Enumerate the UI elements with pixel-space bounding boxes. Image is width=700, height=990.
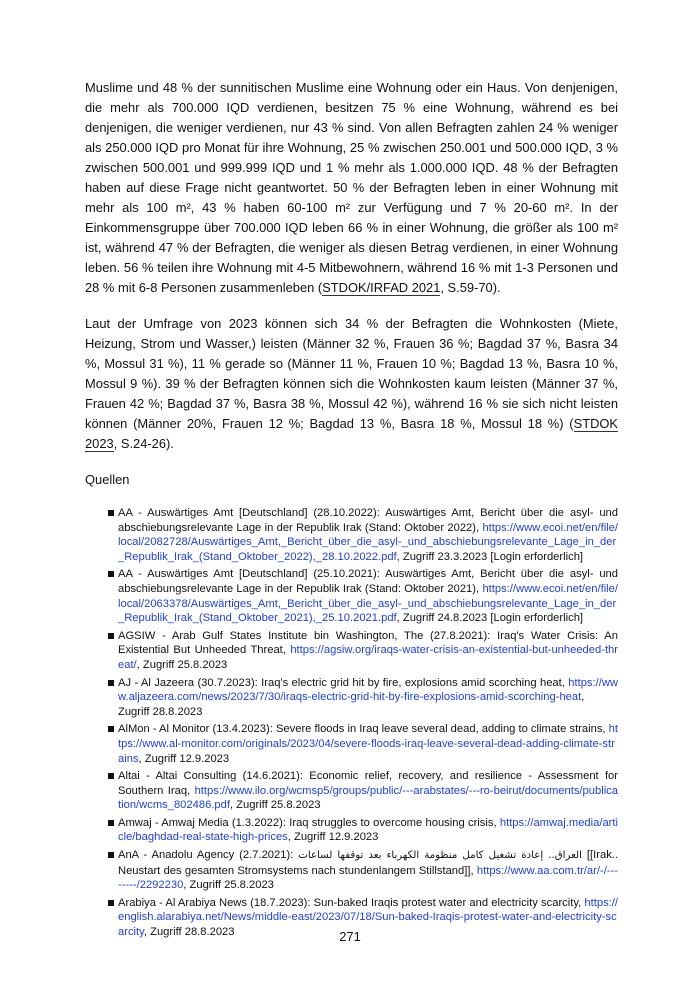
bullet-icon xyxy=(108,820,114,826)
page-number: 271 xyxy=(339,929,361,944)
bullet-icon xyxy=(108,510,114,516)
reference-item: Arabiya - Al Arabiya News (18.7.2023): Sun-baked Iraqis protest water and electricity scarcity, https://english.alarabiya.net/News/middle-east/2023/07/18/Sun-baked-Iraqis-protest-water-and-electricity-scarcity, Zugriff 28.8.2023 xyxy=(108,896,618,940)
reference-url[interactable]: https://www.ilo.org/wcmsp5/groups/public/---arabstates/---ro-beirut/documents/publication/wcms_802486.pdf xyxy=(118,784,618,812)
reference-url[interactable]: https://agsiw.org/iraqs-water-crisis-an-existential-but-unheeded-threat/ xyxy=(118,644,618,671)
reference-item: Amwaj - Amwaj Media (1.3.2022): Iraq struggles to overcome housing crisis, https://amwaj.media/article/baghdad-real-state-high-prices, Zugriff 12.9.2023 xyxy=(108,816,618,845)
bullet-icon xyxy=(108,726,114,732)
reference-item: AnA - Anadolu Agency (2.7.2021): العراق.. إعادة تشغيل كامل منظومة الكهرباء بعد توقفها لساعات [[Irak.. Neustart des gesamten Stromsystems nach stundenlangem Stillstand]], https://www.aa.com.tr/ar/-/--------/2292230, Zugriff 25.8.2023 xyxy=(108,848,618,893)
sources-heading: Quellen xyxy=(85,472,130,487)
bullet-icon xyxy=(108,852,114,858)
reference-url[interactable]: https://amwaj.media/article/baghdad-real-state-high-prices xyxy=(118,816,618,844)
reference-item: AA - Auswärtiges Amt [Deutschland] (25.10.2021): Auswärtiges Amt, Bericht über die asyl- und abschiebungsrelevante Lage in der Republik Irak (Stand: Oktober 2021), https://www.ecoi.net/en/file/local/2063378/Auswärtiges_Amt,_Bericht_über_die_asyl-_und_abschiebungsrelevante_Lage_in_der_Republik_Irak_(Stand_Oktober_2021),_25.10.2021.pdf, Zugriff 24.8.2023 [Login erforderlich] xyxy=(108,567,618,625)
citation-link[interactable]: STDOK/IRFAD 2021 xyxy=(322,280,441,295)
reference-item: Altai - Altai Consulting (14.6.2021): Economic relief, recovery, and resilience - Assessment for Southern Iraq, https://www.ilo.org/wcmsp5/groups/public/---arabstates/---ro-beirut/documents/publication/wcms_802486.pdf, Zugriff 25.8.2023 xyxy=(108,769,618,813)
bullet-icon xyxy=(108,900,114,906)
paragraph-housing-costs: Laut der Umfrage von 2023 können sich 34 % der Befragten die Wohnkosten (Miete, Heizung, Strom und Wasser,) leisten (Männer 32 %, Frauen 36 %; Bagdad 37 %, Basra 34 %, Mossul 31 %), 11 % gerade so (Männer 11 %, Frauen 10 %; Bagdad 13 %, Basra 10 %, Mossul 9 %). 39 % der Befragten können sich die Wohnkosten kaum leisten (Männer 37 %, Frauen 42 %; Bagdad 37 %, Basra 38 %, Mossul 42 %), während 16 % sie sich nicht leisten können (Männer 20%, Frauen 12 %; Bagdad 13 %, Basra 18 %, Mossul 18 %) (STDOK 2023, S.24-26). xyxy=(85,316,618,451)
bullet-icon xyxy=(108,571,114,577)
reference-item: AJ - Al Jazeera (30.7.2023): Iraq's electric grid hit by fire, explosions amid scorching heat, https://www.aljazeera.com/news/2023/7/30/iraqs-electric-grid-hit-by-fire-explosions-amid-scorching-heat, Zugriff 28.8.2023 xyxy=(108,676,618,720)
paragraph-housing-ownership: Muslime und 48 % der sunnitischen Muslime eine Wohnung oder ein Haus. Von denjenigen, die mehr als 700.000 IQD verdienen, besitzen 75 % eine Wohnung, während es bei denjenigen, die weniger verdienen, nur 43 % sind. Von allen Befragten zahlen 24 % weniger als 250.000 IQD pro Monat für ihre Wohnung, 25 % zwischen 250.001 und 500.000 IQD, 3 % zwischen 500.001 und 999.999 IQD und 1 % mehr als 1.000.000 IQD. 48 % der Befragten haben auf diese Frage nicht geantwortet. 50 % der Befragten leben in einer Wohnung mit mehr als 100 m², 43 % haben 60-100 m² zur Verfügung und 7 % 20-60 m². In der Einkommensgruppe über 700.000 IQD leben 66 % in einer Wohnung, die größer als 100 m² ist, während 47 % der Befragten, die weniger als diesen Betrag verdienen, in einer Wohnung leben. 56 % teilen ihre Wohnung mit 4-5 Mitbewohnern, während 16 % mit 1-3 Personen und 28 % mit 6-8 Personen zusammenleben (STDOK/IRFAD 2021, S.59-70). xyxy=(85,80,618,295)
citation-link[interactable]: STDOK 2023 xyxy=(85,416,618,451)
reference-url[interactable]: https://www.ecoi.net/en/file/local/2082728/Auswärtiges_Amt,_Bericht_über_die_asyl-_und_abschiebungsrelevante_Lage_in_der_Republik_Irak_(Stand_Oktober_2022),_28.10.2022.pdf xyxy=(118,521,618,563)
reference-item: AGSIW - Arab Gulf States Institute bin Washington, The (27.8.2021): Iraq's Water Crisis: An Existential But Unheeded Threat, https://agsiw.org/iraqs-water-crisis-an-existential-but-unheeded-threat/, Zugriff 25.8.2023 xyxy=(108,629,618,673)
reference-url[interactable]: https://www.al-monitor.com/originals/2023/04/severe-floods-iraq-leave-several-dead-adding-climate-strains xyxy=(118,723,618,765)
reference-item: AA - Auswärtiges Amt [Deutschland] (28.10.2022): Auswärtiges Amt, Bericht über die asyl- und abschiebungsrelevante Lage in der Republik Irak (Stand: Oktober 2022), https://www.ecoi.net/en/file/local/2082728/Auswärtiges_Amt,_Bericht_über_die_asyl-_und_abschiebungsrelevante_Lage_in_der_Republik_Irak_(Stand_Oktober_2022),_28.10.2022.pdf, Zugriff 23.3.2023 [Login erforderlich] xyxy=(108,506,618,564)
bullet-icon xyxy=(108,680,114,686)
reference-url[interactable]: https://www.aa.com.tr/ar/-/--------/2292230 xyxy=(118,864,618,892)
reference-url[interactable]: https://www.aljazeera.com/news/2023/7/30/iraqs-electric-grid-hit-by-fire-explosions-amid-scorching-heat xyxy=(118,676,618,704)
reference-item: AlMon - Al Monitor (13.4.2023): Severe floods in Iraq leave several dead, adding to climate strains, https://www.al-monitor.com/originals/2023/04/severe-floods-iraq-leave-several-dead-adding-climate-strains, Zugriff 12.9.2023 xyxy=(108,722,618,766)
reference-url[interactable]: https://english.alarabiya.net/News/middle-east/2023/07/18/Sun-baked-Iraqis-protest-water-and-electricity-scarcity xyxy=(118,896,618,939)
page-body xyxy=(85,78,618,943)
arabic-title: العراق.. إعادة تشغيل كامل منظومة الكهرباء بعد توقفها لساعات xyxy=(298,850,582,862)
reference-url[interactable]: https://www.ecoi.net/en/file/local/2063378/Auswärtiges_Amt,_Bericht_über_die_asyl-_und_abschiebungsrelevante_Lage_in_der_Republik_Irak_(Stand_Oktober_2021),_25.10.2021.pdf xyxy=(118,582,618,625)
reference-list xyxy=(85,506,618,940)
bullet-icon xyxy=(108,773,114,779)
bullet-icon xyxy=(108,633,114,639)
